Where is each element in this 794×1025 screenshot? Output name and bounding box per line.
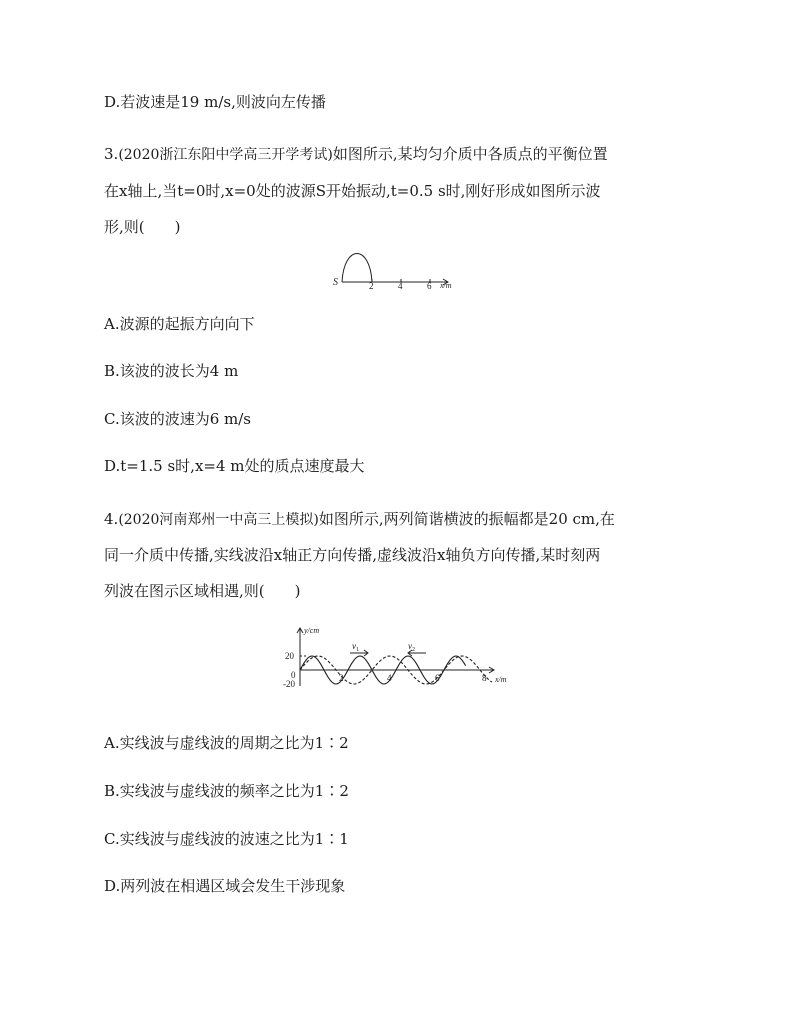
q4-source: (2020河南郑州一中高三上模拟): [118, 512, 319, 528]
q4-option-b: B.实线波与虚线波的频率之比为1∶2: [104, 782, 349, 800]
q3-tick-label-4: 4: [398, 281, 403, 291]
q3-number: 3.: [104, 145, 119, 163]
q3-option-b: B.该波的波长为4 m: [104, 362, 239, 380]
q4-y-tick-20: 20: [285, 651, 294, 661]
q3-option-d: D.t=1.5 s时,x=4 m处的质点速度最大: [104, 457, 365, 475]
q3-source-label: S: [333, 277, 338, 288]
q4-stem-line-1: [104, 509, 615, 530]
q4-x-tick-4: 4: [387, 673, 392, 683]
q3-option-a: A.波源的起振方向向下: [104, 315, 255, 333]
q3-stem-line-3: 形,则( ): [104, 218, 181, 236]
q3-tick-label-2: 2: [369, 281, 374, 291]
q4-v1-label: $v_1$: [352, 641, 359, 653]
q3-option-c: C.该波的波速为6 m/s: [104, 410, 251, 428]
q3-source: (2020浙江东阳中学高三开学考试): [118, 147, 333, 163]
q4-x-axis-label: x/m: [495, 675, 507, 684]
q4-y-axis-label: y/cm: [304, 626, 320, 635]
q3-tick-label-6: 6: [427, 281, 432, 291]
q4-y-tick-minus20: -20: [283, 679, 295, 689]
q4-stem-line-3: 列波在图示区域相遇,则( ): [104, 582, 301, 600]
q3-wave-figure: [330, 248, 460, 292]
q4-y-tick-0: 0: [291, 670, 296, 680]
q4-x-tick-6: 6: [435, 673, 440, 683]
q4-option-d: D.两列波在相遇区域会发生干涉现象: [104, 877, 346, 895]
q4-x-tick-8: 8: [482, 673, 487, 683]
q3-wave-crest: [342, 254, 372, 283]
q3-stem-line-1: [104, 144, 608, 165]
q2-option-d: D.若波速是19 m/s,则波向左传播: [104, 93, 326, 111]
q4-number: 4.: [104, 510, 119, 528]
q3-stem-line-2: 在x轴上,当t=0时,x=0处的波源S开始振动,t=0.5 s时,刚好形成如图所示波: [104, 182, 601, 200]
q4-stem-line-2: 同一介质中传播,实线波沿x轴正方向传播,虚线波沿x轴负方向传播,某时刻两: [104, 546, 601, 564]
q4-v2-label: $v_2$: [408, 641, 415, 653]
q3-axis-label: x/m: [440, 281, 452, 290]
q4-option-a: A.实线波与虚线波的周期之比为1∶2: [104, 734, 349, 752]
q4-option-c: C.实线波与虚线波的波速之比为1∶1: [104, 830, 349, 848]
q4-wave-figure: [280, 620, 520, 692]
q3-stem-text: 如图所示,某均匀介质中各质点的平衡位置: [332, 145, 608, 163]
q4-x-tick-2: 2: [339, 673, 344, 683]
q4-stem-text: 如图所示,两列简谐横波的振幅都是20 cm,在: [318, 510, 615, 528]
